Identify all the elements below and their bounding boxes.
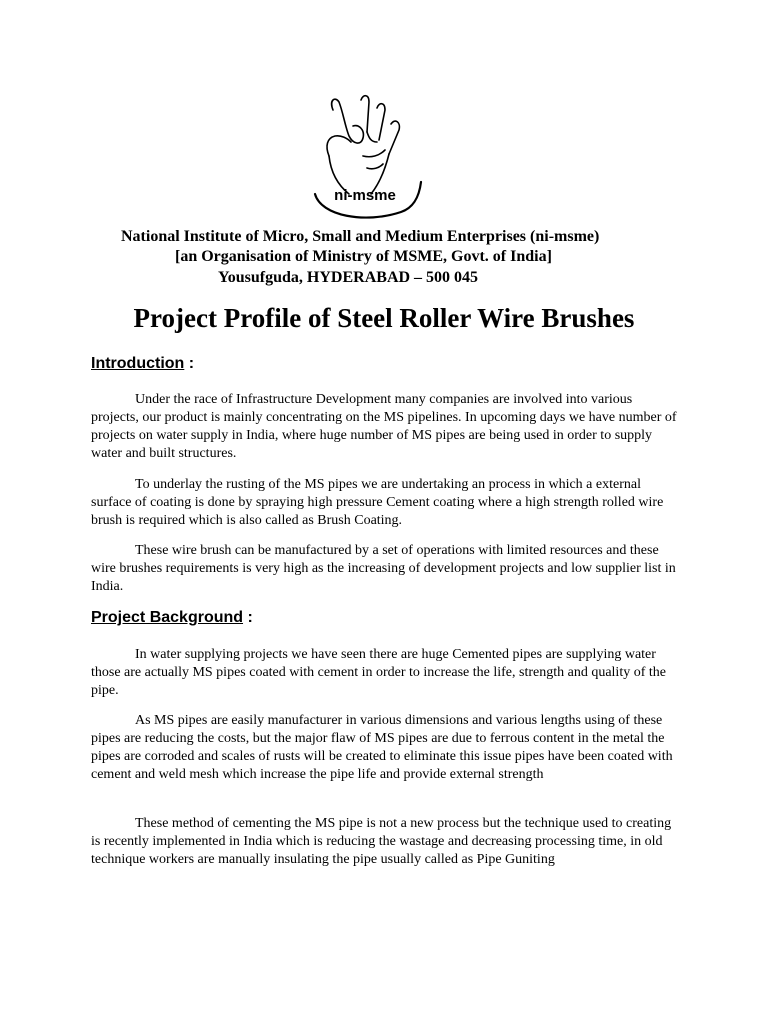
paragraph: These wire brush can be manufactured by a set of operations with limited resources and these wire brushes requirements is very high as the increasing of development projects and low supplier list in India. — [91, 543, 676, 594]
paragraph: In water supplying projects we have seen there are huge Cemented pipes are supplying water those are actually MS pipes coated with cement in order to increase the life, strength and quality of the pipe. — [91, 647, 666, 698]
paragraph: These method of cementing the MS pipe is not a new process but the technique used to creating is recently implemented in India which is reducing the wastage and decreasing processing time, in old technique workers are manually insulating the pipe usually called as Pipe Guniting — [91, 816, 672, 867]
page-title: Project Profile of Steel Roller Wire Brushes — [133, 303, 635, 333]
section-heading-text: Introduction — [91, 355, 185, 372]
paragraph: As MS pipes are easily manufacturer in various dimensions and various lengths using of these pipes are reducing the costs, but the major flaw of MS pipes are due to ferrous content in the metal the pipes are corroded and scales of rusts will be created to eliminate this issue pipes have been coated with cement and weld mesh which increase the pipe life and provide external strength — [91, 713, 673, 782]
institute-name: National Institute of Micro, Small and Medium Enterprises (ni-msme) — [121, 228, 600, 245]
section-heading-colon: : — [184, 355, 195, 372]
section-heading-colon: : — [243, 609, 253, 626]
section-heading-introduction — [91, 355, 194, 373]
logo-text: ni-msme — [334, 187, 396, 204]
paragraph: To underlay the rusting of the MS pipes we are undertaking an process in which a external surface of coating is done by spraying high pressure Cement coating where a high strength rolled wire brush is required which is also called as Brush Coating. — [91, 477, 664, 528]
organisation-line: [an Organisation of Ministry of MSME, Govt. of India] — [175, 248, 552, 265]
section-heading-text: Project Background — [91, 609, 244, 626]
ok-hand-gesture-icon — [327, 96, 399, 194]
address-line: Yousufguda, HYDERABAD – 500 045 — [218, 269, 479, 286]
section-heading-project-background — [91, 609, 253, 627]
ni-msme-logo — [305, 90, 425, 230]
paragraph: Under the race of Infrastructure Development many companies are involved into various projects, our product is mainly concentrating on the MS pipelines. In upcoming days we have number of projects on water supply in India, where huge number of MS pipes are being used in order to supply water and built structures. — [91, 392, 677, 461]
